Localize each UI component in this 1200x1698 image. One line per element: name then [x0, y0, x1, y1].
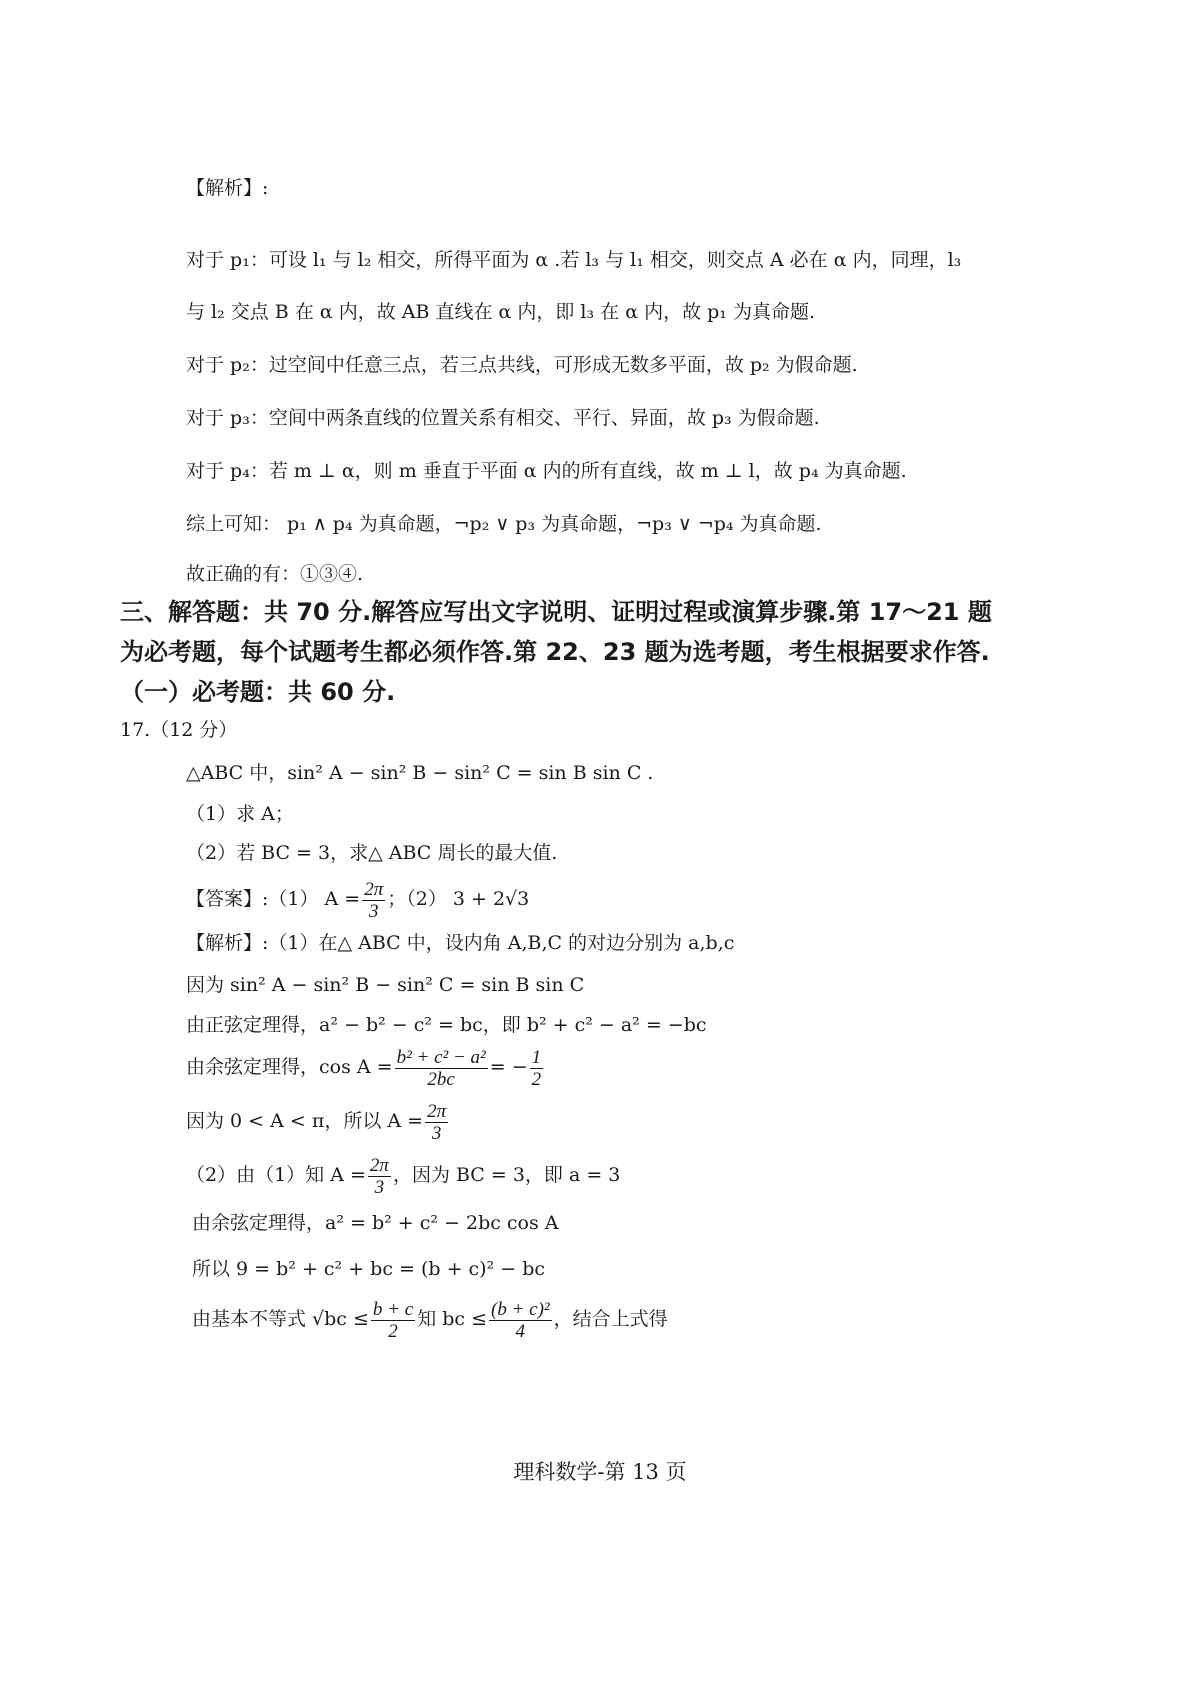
analysis-p1-line2: 与 l₂ 交点 B 在 α 内，故 AB 直线在 α 内，即 l₃ 在 α 内，故 p₁ 为真命题.: [186, 301, 815, 323]
sol9-num: b + c: [372, 1298, 414, 1320]
sol4-prefix: 由余弦定理得，cos A =: [186, 1056, 393, 1078]
analysis-p3: 对于 p₃：空间中两条直线的位置关系有相交、平行、异面，故 p₃ 为假命题.: [186, 407, 820, 429]
sol4-den: 2bc: [427, 1068, 455, 1090]
analysis-summary: 综上可知： p₁ ∧ p₄ 为真命题，¬p₂ ∨ p₃ 为真命题，¬p₃ ∨ ¬p₄ 为真命题.: [186, 513, 822, 535]
sol4-eq: = −: [489, 1056, 528, 1078]
analysis-correct: 故正确的有：①③④.: [186, 563, 364, 585]
sol9-mid: 知 bc ≤: [417, 1308, 487, 1330]
sol9-num2: (b + c)²: [491, 1298, 550, 1320]
sol6-prefix: （2）由（1）知 A =: [186, 1164, 366, 1186]
sol9-fraction2: [489, 1299, 552, 1342]
solution-line4: [186, 1044, 545, 1090]
analysis-p2: 对于 p₂：过空间中任意三点，若三点共线，可形成无数多平面，故 p₂ 为假命题.: [186, 354, 858, 376]
solution-line5: [186, 1098, 450, 1144]
section3-line1: 三、解答题：共 70 分.解答应写出文字说明、证明过程或演算步骤.第 17～21 题: [120, 598, 992, 626]
sol4-fraction2: [530, 1047, 544, 1090]
sol5-num: 2π: [427, 1100, 447, 1122]
q17-part1: （1）求 A；: [186, 803, 294, 825]
sol4-den2: 2: [531, 1068, 542, 1090]
answer-p1-prefix: （1） A =: [268, 888, 361, 910]
sol9-prefix: 由基本不等式 √bc ≤: [192, 1308, 369, 1330]
section3-sub: （一）必考题：共 60 分.: [120, 678, 396, 706]
solution-text1: （1）在△ ABC 中，设内角 A,B,C 的对边分别为 a,b,c: [268, 932, 735, 954]
sol6-den: 3: [374, 1176, 385, 1198]
page-footer: 理科数学-第 13 页: [513, 1460, 687, 1484]
sol4-num2: 1: [531, 1046, 542, 1068]
sol6-num: 2π: [369, 1154, 389, 1176]
sol9-fraction: [371, 1299, 415, 1342]
sol6-fraction: [368, 1155, 391, 1198]
solution-line2: 因为 sin² A − sin² B − sin² C = sin B sin C: [186, 974, 585, 996]
answer-fraction: [362, 879, 385, 922]
solution-line3: 由正弦定理得，a² − b² − c² = bc，即 b² + c² − a² = −bc: [186, 1014, 707, 1036]
analysis-p1-line1: 对于 p₁：可设 l₁ 与 l₂ 相交，所得平面为 α .若 l₃ 与 l₁ 相交，则交点 A 必在 α 内，同理，l₃: [186, 249, 962, 271]
sol6-suffix: ，因为 BC = 3，即 a = 3: [392, 1164, 621, 1186]
solution-line8: 所以 9 = b² + c² + bc = (b + c)² − bc: [192, 1258, 546, 1280]
analysis-p4: 对于 p₄：若 m ⊥ α，则 m 垂直于平面 α 内的所有直线，故 m ⊥ l，故 p₄ 为真命题.: [186, 460, 907, 482]
sol9-den: 2: [388, 1320, 398, 1342]
q17-part2: （2）若 BC = 3，求△ ABC 周长的最大值.: [186, 842, 558, 864]
sol9-suffix: ，结合上式得: [553, 1308, 668, 1330]
solution-line7: 由余弦定理得，a² = b² + c² − 2bc cos A: [192, 1212, 559, 1234]
answer-frac-num: 2π: [364, 878, 384, 900]
solution-line9: [192, 1296, 668, 1342]
q17-number: 17.（12 分）: [120, 719, 238, 741]
sol5-den: 3: [431, 1122, 442, 1144]
analysis-heading: 【解析】:: [186, 177, 269, 199]
sol5-fraction: [425, 1101, 448, 1144]
q17-answer: [186, 876, 529, 922]
sol9-den2: 4: [515, 1320, 526, 1342]
answer-frac-den: 3: [368, 900, 379, 922]
answer-p2: ；（2） 3 + 2√3: [387, 888, 530, 910]
sol5-prefix: 因为 0 < A < π，所以 A =: [186, 1110, 424, 1132]
sol4-num: b² + c² − a²: [396, 1046, 486, 1068]
q17-stem: △ABC 中，sin² A − sin² B − sin² C = sin B sin C .: [186, 762, 654, 784]
solution-line6: [186, 1152, 620, 1198]
solution-line1: [186, 930, 734, 956]
answer-label: 【答案】:: [186, 888, 269, 910]
solution-heading: 【解析】:: [186, 932, 269, 954]
section3-line2: 为必考题，每个试题考生都必须作答.第 22、23 题为选考题，考生根据要求作答.: [120, 638, 990, 666]
sol4-fraction: [395, 1047, 488, 1090]
